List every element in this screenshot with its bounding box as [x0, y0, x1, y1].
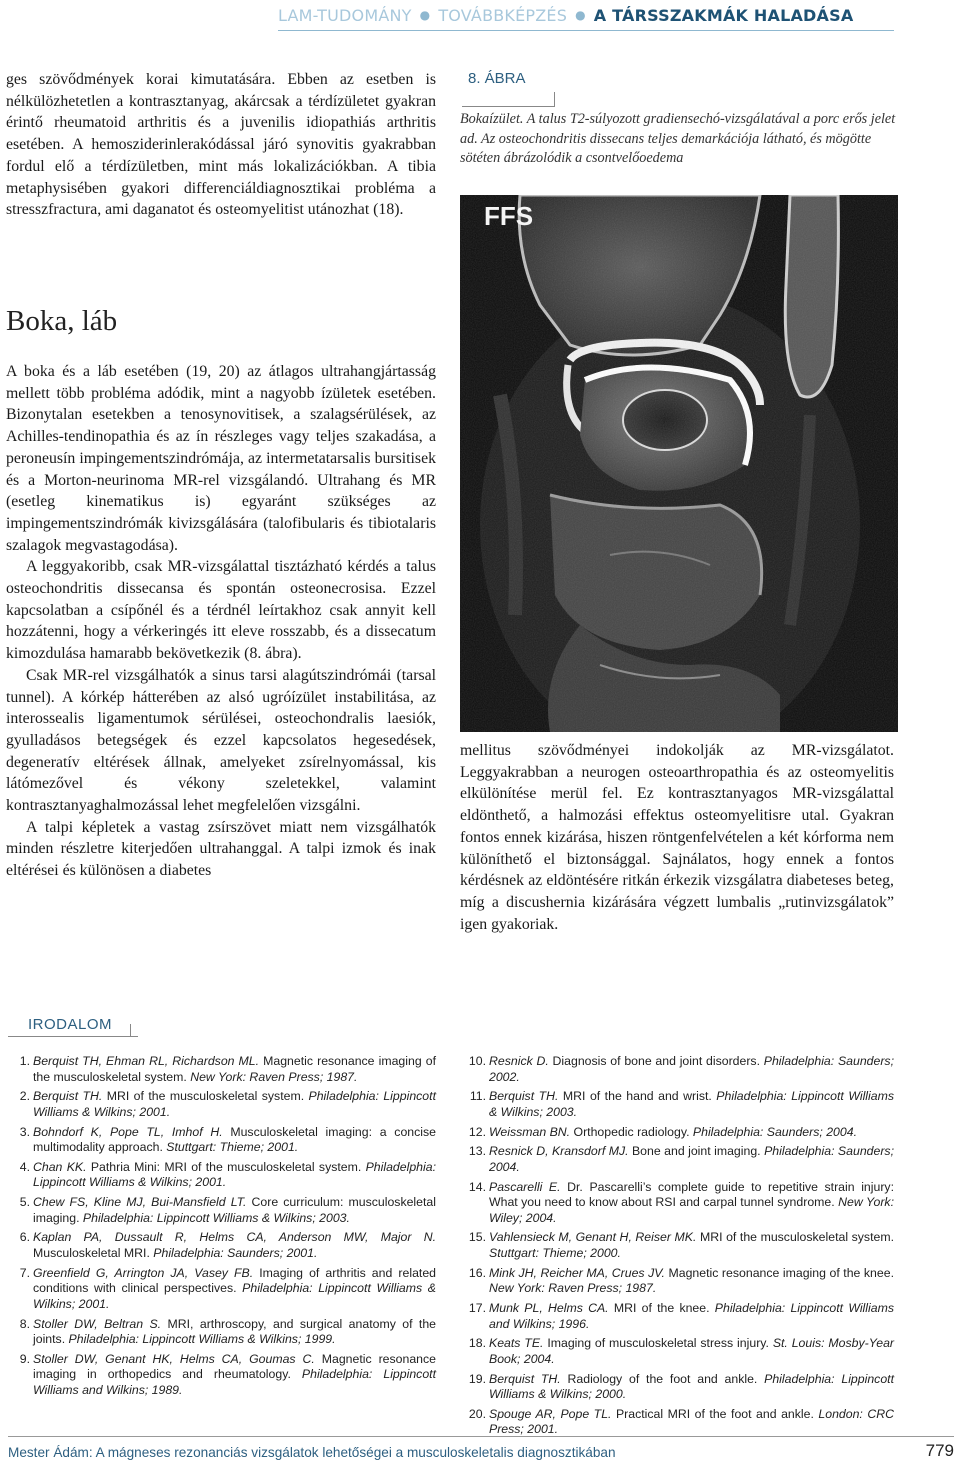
reference-title: MRI of the musculoskeletal system. [102, 1089, 309, 1104]
reference-title: Bone and joint imaging. [628, 1144, 765, 1159]
section-title: Boka, láb [6, 305, 118, 337]
paragraph: Csak MR-rel vizsgálhatók a sinus tarsi alagútszindrómái (tarsal tunnel). A kórkép hátterében az alsó ugróízület instabilitása, az interossealis ligamentumok sérülései, osteochondralis laesiók, gyulladásos betegségek és ezzel kapcsolatos hegesedések, degeneratív eltérések állnak, amelyeket zsírelnyomással, kis látómezővel és vékony szeletekkel, valamint kontrasztanyaghalmozással lehet megfelelően vizsgálni. [6, 666, 436, 815]
reference-item [6, 1160, 436, 1191]
reference-publisher: New York: Raven Press; 1987. [190, 1069, 358, 1084]
reference-publisher: Philadelphia: Lippincott Williams & Wilkins; 2003. [489, 1089, 894, 1119]
reference-item [462, 1301, 894, 1332]
mri-image [460, 195, 898, 732]
reference-item [462, 1144, 894, 1175]
reference-publisher: Philadelphia: Lippincott Williams & Wilkins; 1999. [68, 1332, 336, 1347]
reference-authors: Stoller DW, Genant HK, Helms CA, Goumas C. [33, 1351, 315, 1366]
reference-number: 7. [19, 1265, 30, 1280]
reference-item [6, 1352, 436, 1399]
reference-authors: Weissman BN. [489, 1124, 571, 1139]
figure-caption: Bokaízület. A talus T2-súlyozott gradiensechó-vizsgálatával a porc erős jelet ad. Az osteochondritis dissecans teljes demarkációja látható, és mögötte sötéten ábrázolódik a csontvelőoedema [460, 111, 896, 167]
reference-number: 5. [19, 1195, 30, 1210]
references-rule-tick [130, 1024, 131, 1037]
reference-authors: Greenfield G, Arrington JA, Vasey FB. [33, 1265, 254, 1280]
reference-number: 6. [19, 1230, 30, 1245]
reference-title: Diagnosis of bone and joint disorders. [548, 1054, 764, 1068]
reference-title: MRI, arthroscopy, and surgical anatomy of the joints. [33, 1316, 436, 1347]
reference-publisher: Stuttgart: Thieme; 2001. [166, 1140, 299, 1155]
header-bullet: ● [419, 8, 431, 22]
header-section: TOVÁBBKÉPZÉS [438, 5, 568, 25]
paragraph: A talpi képletek a vastag zsírszövet miatt nem vizsgálhatók minden részletre kiterjedően ultrahanggal. A talpi izmok és inak eltérései és különösen a diabetes [6, 818, 436, 880]
reference-title: MRI of the hand and wrist. [558, 1089, 717, 1104]
reference-authors: Spouge AR, Pope TL. [489, 1406, 612, 1421]
reference-publisher: Philadelphia: Lippincott Williams and Wilkins; 1996. [489, 1300, 894, 1331]
reference-publisher: St. Louis: Mosby-Year Book; 2004. [489, 1336, 894, 1366]
reference-publisher: Philadelphia: Lippincott Williams & Wilkins; 2001. [33, 1089, 436, 1119]
figure-label: 8. ÁBRA [468, 70, 526, 87]
reference-authors: Berquist TH, Ehman RL, Richardson ML. [33, 1054, 260, 1068]
reference-title: Pathria Mini: MRI of the musculoskeletal system. [86, 1159, 366, 1174]
figure-label-rule [462, 92, 555, 107]
reference-item [462, 1266, 894, 1297]
reference-title: Orthopedic radiology. [570, 1124, 693, 1139]
reference-publisher: Philadelphia: Saunders; 2004. [489, 1144, 894, 1174]
reference-title: Imaging of musculoskeletal stress injury. [543, 1336, 773, 1351]
reference-item [6, 1230, 436, 1261]
reference-publisher: Philadelphia: Lippincott Williams & Wilkins; 2003. [82, 1210, 350, 1225]
reference-number: 1. [19, 1054, 30, 1068]
reference-authors: Chan KK. [33, 1159, 87, 1174]
reference-number: 9. [19, 1351, 30, 1366]
reference-publisher: Philadelphia: Lippincott Williams and Wilkins; 1989. [33, 1367, 436, 1398]
reference-publisher: Philadelphia: Saunders; 2002. [489, 1054, 894, 1084]
reference-item [462, 1054, 894, 1085]
reference-item [462, 1125, 894, 1141]
reference-title: MRI of the knee. [608, 1300, 715, 1315]
reference-number: 3. [19, 1124, 30, 1139]
reference-number: 2. [19, 1089, 30, 1104]
reference-authors: Resnick D, Kransdorf MJ. [489, 1144, 629, 1159]
reference-number: 14. [468, 1179, 486, 1194]
reference-publisher: New York: Wiley; 2004. [489, 1195, 894, 1225]
left-column-body [6, 361, 436, 882]
header-journal-name: LAM-TUDOMÁNY [278, 5, 412, 25]
paragraph: mellitus szövődményei indokolják az MR-vizsgálatot. Leggyakrabban a neurogen osteoarthropathia és az osteomyelitis elkülönítése merül fel. Ez kontrasztanyagos MR-vizsgálattal eldönthető, a halmozási effektus osteomyelitisre utal. Gyakran fontos ennek kizárása, hiszen röntgenfelvételen a két kórforma nem különíthető el biztonsággal. Sajnálatos, hogy ennek a fontos kérdésnek az eldöntésére ritkán érkezik vizsgálatra diabeteses beteg, míg a discushernia kizárására végzett lumbalis „rutinvizsgálatok” igen gyakoriak. [460, 742, 894, 933]
reference-title: Core curriculum: musculoskeletal imaging. [33, 1195, 436, 1225]
reference-number: 16. [468, 1265, 486, 1280]
reference-item [462, 1180, 894, 1227]
reference-publisher: Stuttgart: Thieme; 2000. [489, 1246, 621, 1260]
right-column-body [460, 740, 894, 935]
ankle-mri-illustration [460, 195, 898, 732]
reference-number: 8. [19, 1316, 30, 1331]
reference-publisher: Philadelphia: Lippincott Williams & Wilkins; 2001. [33, 1159, 436, 1190]
reference-item [462, 1372, 894, 1403]
reference-title: Magnetic resonance imaging in orthopedics and rheumatology. [33, 1351, 437, 1382]
references-rule [8, 1036, 138, 1037]
reference-authors: Kaplan PA, Dussault R, Helms CA, Anderson MW, Major N. [33, 1230, 436, 1245]
paragraph: A boka és a láb esetében (19, 20) az átlagos ultrahangjártasság mellett több probléma adódik, mint a nagyobb ízületek esetében. Bizonytalan esetekben a tenosynovitisek, a szalagsérülések, az Achilles-tendinopathia és az ín részleges vagy teljes szakadása, a peroneusín impingementszindrómája, az intermetatarsalis bursitisek és a Morton-neurinoma MR-rel vizsgálandó. Ultrahang és MR (esetleg kinematikus is) egyaránt szükséges az impingementszindrómák kivizsgálására (talofibularis és tibiotalaris szalagok megvastagodása). [6, 363, 436, 554]
reference-publisher: Philadelphia: Saunders; 2001. [153, 1246, 318, 1260]
references-list-right [462, 1054, 894, 1442]
reference-number: 18. [468, 1336, 486, 1351]
page-number: 779 [925, 1441, 954, 1460]
reference-number: 17. [468, 1300, 486, 1315]
reference-title: Practical MRI of the foot and ankle. [611, 1406, 819, 1421]
reference-title: Magnetic resonance imaging of the knee. [664, 1265, 894, 1280]
reference-title: Imaging of arthritis and related conditions with clinical perspectives. [33, 1265, 436, 1296]
running-header [278, 0, 894, 30]
paragraph: A leggyakoribb, csak MR-vizsgálattal tisztázható kérdés a talus osteochondritis dissecansa és spontán osteonecrosisa. Ezzel kapcsolatban a csípőnél és a térdnél leírtakhoz csak annyit kell hozzátenni, hogy a vérkeringés itt eleve rosszabb, és a dissecatum kimozdulása hamarabb bekövetkezik (8. ábra). [6, 558, 436, 663]
reference-authors: Vahlensieck M, Genant H, Reiser MK. [489, 1230, 697, 1245]
reference-title: Magnetic resonance imaging of the musculoskeletal system. [33, 1054, 436, 1084]
reference-title: MRI of the musculoskeletal system. [696, 1230, 894, 1245]
reference-title: Musculoskeletal MRI. [33, 1246, 154, 1260]
reference-item [462, 1089, 894, 1120]
reference-number: 11. [469, 1089, 486, 1104]
reference-title: Dr. Pascarelli’s complete guide to repetitive strain injury: What you need to know about RSI and carpal tunnel syndrome. [489, 1179, 894, 1210]
reference-authors: Pascarelli E. [489, 1179, 561, 1194]
reference-publisher: Philadelphia: Lippincott Williams & Wilkins; 2001. [33, 1281, 436, 1311]
reference-number: 10. [468, 1054, 486, 1068]
reference-item [6, 1317, 436, 1348]
footer-article-title: Mester Ádám: A mágneses rezonanciás vizsgálatok lehetőségei a musculoskeletalis diagnosztikában [8, 1445, 616, 1460]
reference-number: 19. [468, 1371, 486, 1386]
reference-item [6, 1089, 436, 1120]
header-subsection: A TÁRSSZAKMÁK HALADÁSA [593, 5, 854, 25]
reference-publisher: Philadelphia: Saunders; 2004. [692, 1124, 857, 1139]
reference-authors: Resnick D. [489, 1054, 549, 1068]
left-column-top [6, 69, 436, 221]
reference-number: 13. [468, 1144, 486, 1159]
reference-authors: Keats TE. [489, 1336, 544, 1351]
reference-authors: Chew FS, Kline MJ, Bui-Mansfield LT. [33, 1195, 247, 1210]
reference-authors: Stoller DW, Beltran S. [33, 1316, 162, 1331]
reference-number: 12. [468, 1124, 486, 1139]
reference-item [462, 1230, 894, 1261]
reference-item [462, 1336, 894, 1367]
references-title: IRODALOM [28, 1016, 113, 1033]
reference-item [462, 1407, 894, 1438]
footer-rule [8, 1436, 954, 1437]
reference-authors: Mink JH, Reicher MA, Crues JV. [489, 1265, 665, 1280]
references-list-left [6, 1054, 436, 1403]
reference-publisher: Philadelphia: Lippincott Williams & Wilkins; 2000. [489, 1371, 894, 1402]
reference-authors: Munk PL, Helms CA. [489, 1300, 609, 1315]
reference-publisher: New York: Raven Press; 1987. [489, 1281, 657, 1296]
reference-item [6, 1054, 436, 1085]
reference-title: Musculoskeletal imaging: a concise multimodality approach. [33, 1124, 436, 1155]
reference-publisher: London: CRC Press; 2001. [489, 1406, 894, 1437]
reference-authors: Berquist TH. [489, 1371, 561, 1386]
reference-number: 15. [468, 1230, 486, 1245]
reference-item [6, 1125, 436, 1156]
reference-authors: Bohndorf K, Pope TL, Imhof H. [33, 1124, 223, 1139]
header-bullet: ● [575, 8, 586, 22]
paragraph: ges szövődmények korai kimutatására. Ebben az esetben is nélkülözhetetlen a kontrasztanyag, akárcsak a térdízületet gyakran érintő rheumatoid arthritis és a juvenilis idiopathiás arthritis esetében. A hemosziderinlerakódással járó synovitis gyakrabban fordul elő a térdízületben, mint más lokalizációkban. A tibia metaphysisében gyakori differenciáldiagnosztikai probléma a stresszfractura, ami daganatot és osteomyelitist utánozhat (18). [6, 71, 436, 219]
header-rule [278, 30, 894, 31]
reference-authors: Berquist TH. [489, 1089, 559, 1104]
mri-label: FFS [484, 201, 534, 231]
reference-item [6, 1195, 436, 1226]
reference-item [6, 1266, 436, 1313]
reference-title: Radiology of the foot and ankle. [560, 1371, 765, 1386]
reference-number: 4. [19, 1159, 30, 1174]
reference-authors: Berquist TH. [33, 1089, 103, 1104]
reference-number: 20. [468, 1406, 486, 1421]
